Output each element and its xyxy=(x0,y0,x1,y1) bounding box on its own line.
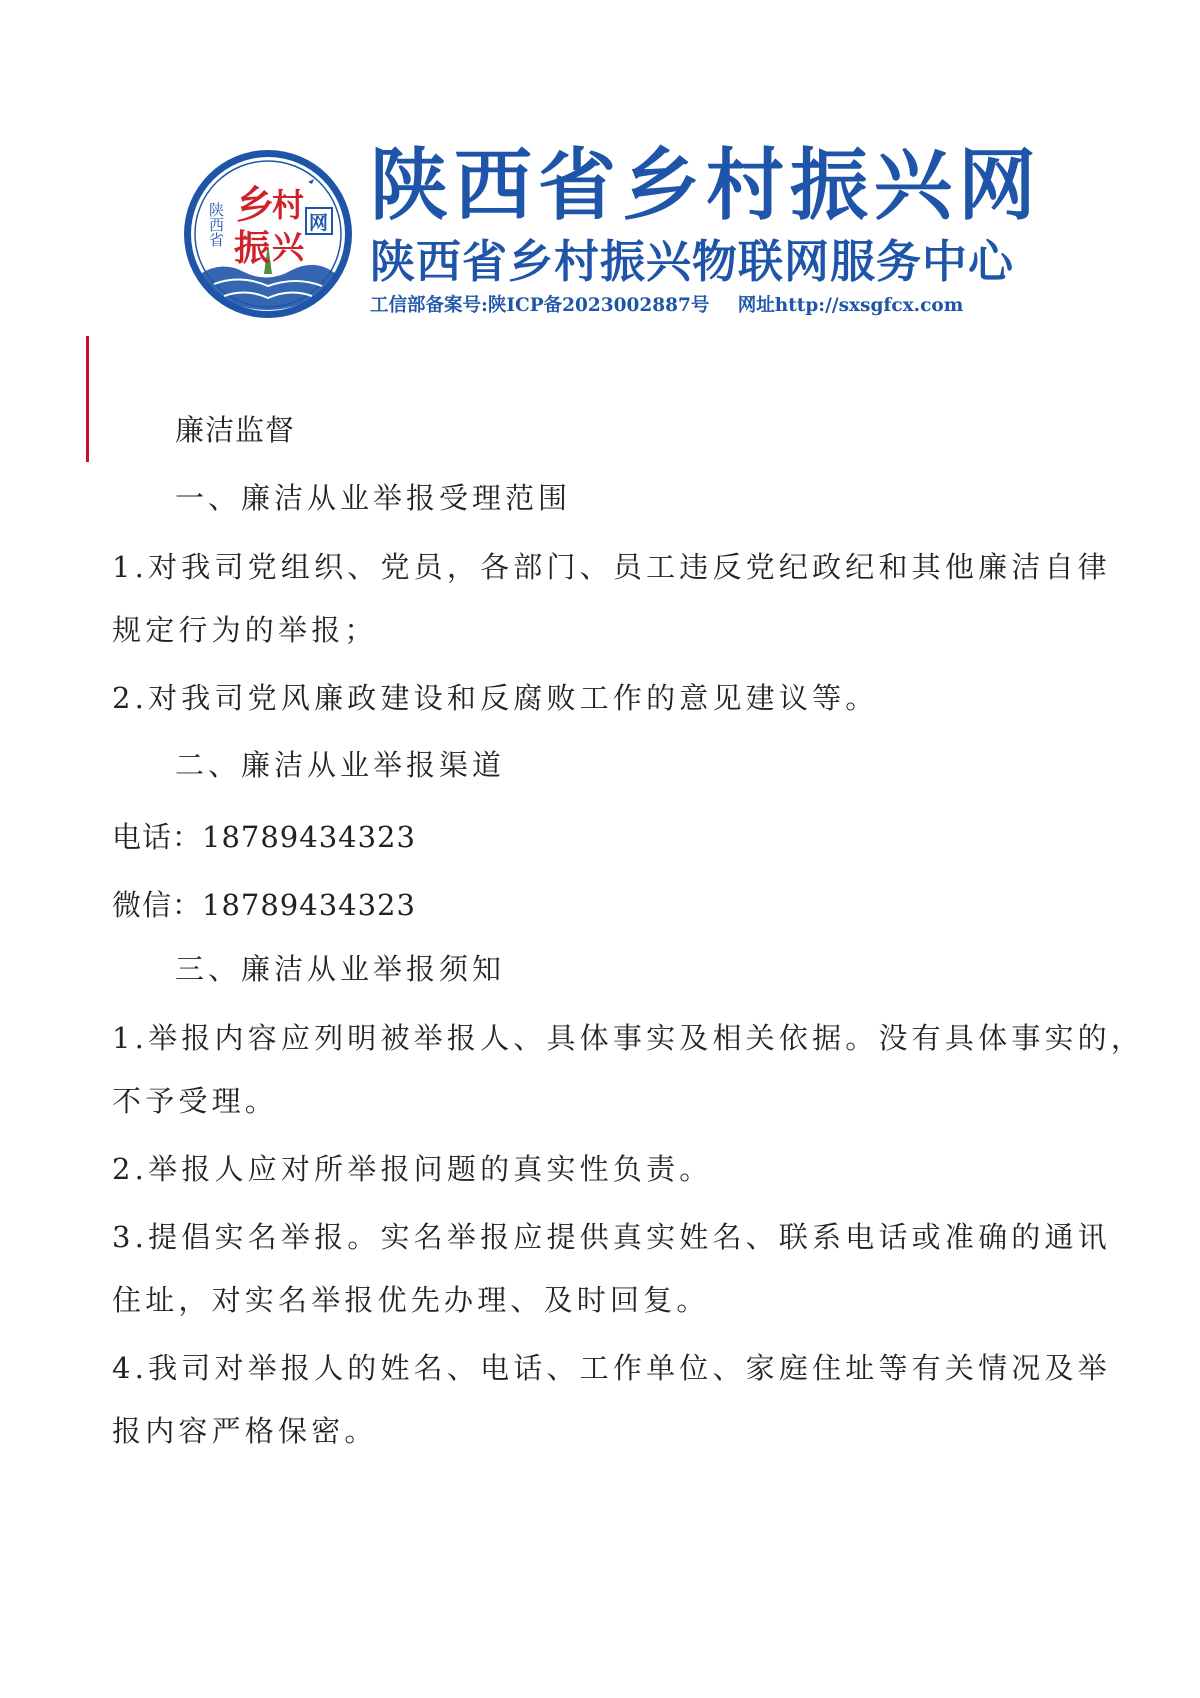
s3-item-3-line-2: 住址，对实名举报优先办理、及时回复。 xyxy=(112,1283,710,1317)
site-header xyxy=(180,138,1043,338)
s3-item-1-line-2: 不予受理。 xyxy=(112,1084,279,1118)
s3-item-3-line-1: 3.提倡实名举报。实名举报应提供真实姓名、联系电话或准确的通讯 xyxy=(112,1220,1111,1254)
s1-item-1-line-1: 1.对我司党组织、党员，各部门、员工违反党纪政纪和其他廉洁自律 xyxy=(112,550,1111,584)
s3-item-2: 2.举报人应对所举报问题的真实性负责。 xyxy=(112,1152,713,1186)
section-2-title: 二、廉洁从业举报渠道 xyxy=(175,748,506,782)
site-url[interactable]: 网址http://sxsgfcx.com xyxy=(737,295,964,316)
section-3-title: 三、廉洁从业举报须知 xyxy=(175,952,506,986)
section-1-title: 一、廉洁从业举报受理范围 xyxy=(175,481,572,515)
logo-char-3: 振 xyxy=(234,228,271,269)
report-wechat: 微信：18789434323 xyxy=(112,888,416,922)
s3-item-4-line-1: 4.我司对举报人的姓名、电话、工作单位、家庭住址等有关情况及举 xyxy=(112,1351,1111,1385)
logo-vertical-text: 陕西省 xyxy=(207,202,225,247)
report-phone: 电话：18789434323 xyxy=(112,820,416,854)
icp-number: 工信部备案号:陕ICP备2023002887号 xyxy=(370,295,710,316)
s1-item-1-line-2: 规定行为的举报； xyxy=(112,613,378,647)
logo-char-2: 村 xyxy=(272,186,305,224)
site-subtitle: 陕西省乡村振兴物联网服务中心 xyxy=(370,235,1015,288)
logo-char-1: 乡 xyxy=(236,183,275,227)
s3-item-1-line-1: 1.举报内容应列明被举报人、具体事实及相关依据。没有具体事实的， xyxy=(112,1021,1145,1055)
logo-char-4: 兴 xyxy=(272,228,305,266)
logo-badge-text: 网 xyxy=(309,212,329,234)
site-registration-line xyxy=(370,292,1050,320)
site-logo xyxy=(180,146,356,322)
document-heading: 廉洁监督 xyxy=(175,413,296,447)
s1-item-2: 2.对我司党风廉政建设和反腐败工作的意见建议等。 xyxy=(112,681,879,715)
site-title: 陕西省乡村振兴网 xyxy=(370,141,1043,231)
document-body xyxy=(112,400,1145,1463)
red-margin-rule xyxy=(86,336,89,462)
s3-item-4-line-2: 报内容严格保密。 xyxy=(112,1414,378,1448)
